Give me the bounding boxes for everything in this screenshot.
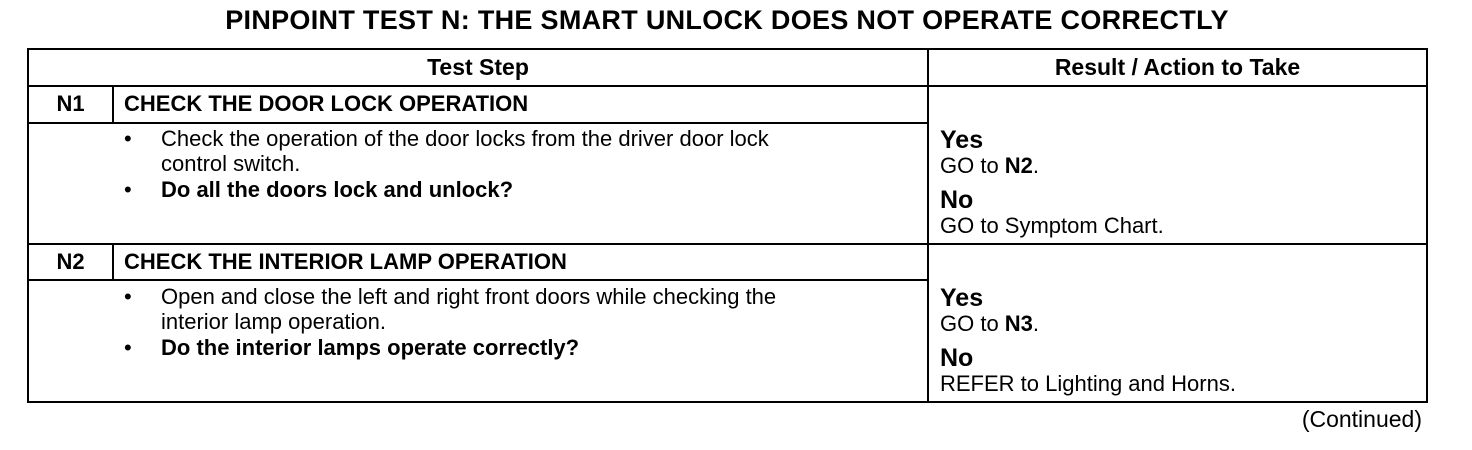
bullet-icon: • [124,284,132,309]
step-n1-bullets [124,126,914,236]
header-test-step: Test Step [427,54,529,80]
result-answer-yes: Yes [940,126,984,154]
step-n2-title-divider [29,279,927,281]
step-n2-results [940,282,1420,400]
result-action [940,313,1039,335]
result-answer-no: No [940,344,974,372]
page-title: PINPOINT TEST N: THE SMART UNLOCK DOES NOT OPERATE CORRECTLY [225,5,1229,35]
step-n1-id-divider [112,87,114,122]
result-action [940,215,1164,237]
action-ref: N3 [1004,311,1033,336]
action-suffix: . [1032,153,1040,178]
header-result-action: Result / Action to Take [1054,54,1301,80]
result-action [940,155,1039,177]
step-n1-bottom-divider [29,243,1426,245]
action-text: GO to Symptom Chart. [940,213,1164,238]
result-action [940,373,1236,395]
bullet-icon: • [124,335,132,360]
result-answer-no: No [940,186,974,214]
bullet-icon: • [124,177,132,202]
bullet-text: control switch. [161,151,301,176]
step-n1-title-divider [29,122,927,124]
column-divider [927,50,929,401]
header-divider [29,85,1426,87]
bullet-text: Check the operation of the door locks from the driver door lock [161,126,769,151]
result-answer-yes: Yes [940,284,984,312]
step-heading: CHECK THE DOOR LOCK OPERATION [124,91,529,116]
step-n2-id-divider [112,245,114,279]
step-n2-bullets [124,284,914,394]
continued-note: (Continued) [1301,406,1422,432]
action-text: GO to [940,311,1005,336]
action-ref: N2 [1004,153,1033,178]
action-text: GO to [940,153,1005,178]
action-suffix: . [1032,311,1040,336]
bullet-text: interior lamp operation. [161,309,387,334]
step-id: N2 [56,249,85,274]
step-heading: CHECK THE INTERIOR LAMP OPERATION [124,249,567,274]
bullet-question: Do all the doors lock and unlock? [161,177,514,202]
action-text: REFER to Lighting and Horns. [940,371,1236,396]
step-id: N1 [56,91,85,116]
bullet-question: Do the interior lamps operate correctly? [161,335,580,360]
bullet-text: Open and close the left and right front doors while checking the [161,284,777,309]
pinpoint-test-table [27,48,1428,403]
step-n1-results [940,124,1420,242]
bullet-icon: • [124,126,132,151]
